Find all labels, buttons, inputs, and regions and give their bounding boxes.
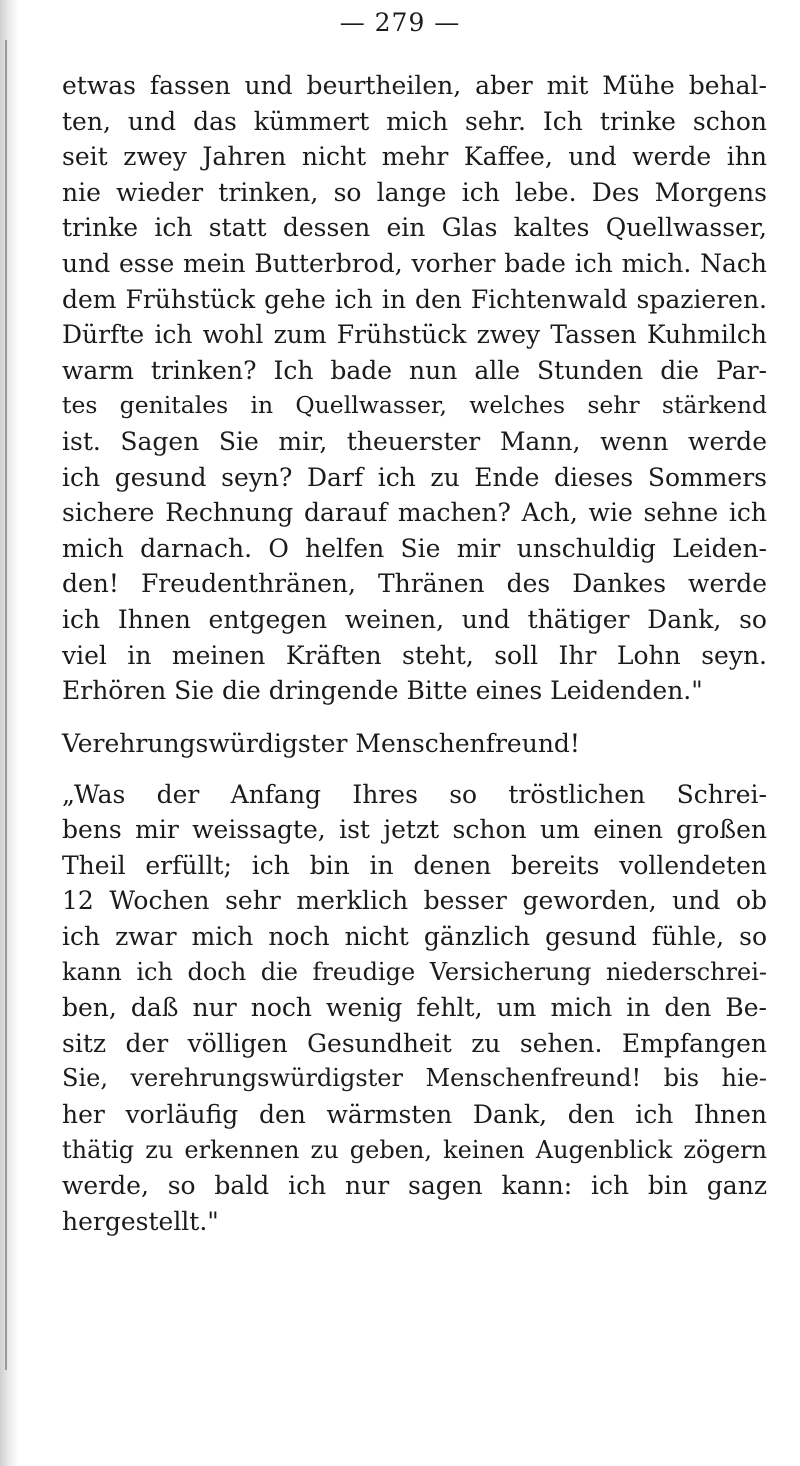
text-line: ben, daß nur noch wenig fehlt, um mich in den Be- [62, 993, 767, 1023]
text-line: 12 Wochen sehr merklich besser geworden, und ob [62, 886, 767, 916]
text-line: tes genitales in Quellwasser, welches sehr stärkend [62, 391, 767, 420]
text-line: Dürfte ich wohl zum Frühstück zwey Tassen Kuhmilch [62, 320, 767, 350]
text-line: ich zwar mich noch nicht gänzlich gesund fühle, so [62, 922, 767, 952]
text-line: seit zwey Jahren nicht mehr Kaffee, und werde ihn [62, 142, 767, 172]
text-line: „Was der Anfang Ihres so tröstlichen Schrei- [62, 779, 767, 809]
text-line: den! Freudenthränen, Thränen des Dankes werde [62, 569, 767, 599]
body-text [62, 68, 767, 1239]
text-line: Erhören Sie die dringende Bitte eines Leidenden." [62, 676, 703, 706]
text-line: trinke ich statt dessen ein Glas kaltes Quellwasser, [62, 213, 767, 243]
text-line: dem Frühstück gehe ich in den Fichtenwald spazieren. [62, 284, 767, 314]
letter-one [62, 68, 767, 709]
gutter-line [5, 40, 7, 1370]
page-gutter [0, 0, 18, 1466]
text-line: ist. Sagen Sie mir, theuerster Mann, wenn werde [62, 426, 767, 456]
text-line: etwas fassen und beurtheilen, aber mit Mühe behal- [62, 71, 767, 100]
text-line: Sie, verehrungswürdigster Menschenfreund! bis hie- [62, 1064, 767, 1093]
text-line: und esse mein Butterbrod, vorher bade ich mich. Nach [62, 248, 767, 278]
text-line: ten, und das kümmert mich sehr. Ich trinke schon [62, 106, 767, 136]
text-line: ich gesund seyn? Darf ich zu Ende dieses Sommers [62, 462, 767, 492]
page-number: — 279 — [339, 8, 461, 37]
text-line: sichere Rechnung darauf machen? Ach, wie sehne ich [62, 498, 767, 528]
text-line: kann ich doch die freudige Versicherung niederschrei- [62, 957, 767, 986]
text-line: thätig zu erkennen zu geben, keinen Augenblick zögern [62, 1135, 767, 1164]
text-line: Theil erfüllt; ich bin in denen bereits vollendeten [62, 850, 767, 880]
text-line: sitz der völligen Gesundheit zu sehen. Empfangen [62, 1028, 767, 1058]
text-line: warm trinken? Ich bade nun alle Stunden die Par- [62, 355, 767, 385]
letter-salutation: Verehrungswürdigster Menschenfreund! [62, 728, 580, 758]
text-line: werde, so bald ich nur sagen kann: ich bin ganz [62, 1171, 767, 1201]
text-line: ich Ihnen entgegen weinen, und thätiger Dank, so [62, 604, 767, 634]
text-line: her vorläufig den wärmsten Dank, den ich Ihnen [62, 1100, 767, 1130]
text-line: viel in meinen Kräften steht, soll Ihr Lohn seyn. [62, 640, 767, 670]
text-line: bens mir weissagte, ist jetzt schon um einen großen [62, 815, 767, 845]
text-line: mich darnach. O helfen Sie mir unschuldig Leiden- [62, 533, 767, 563]
letter-two [62, 777, 767, 1240]
text-line: nie wieder trinken, so lange ich lebe. Des Morgens [62, 177, 767, 207]
text-line: hergestellt." [62, 1206, 219, 1236]
